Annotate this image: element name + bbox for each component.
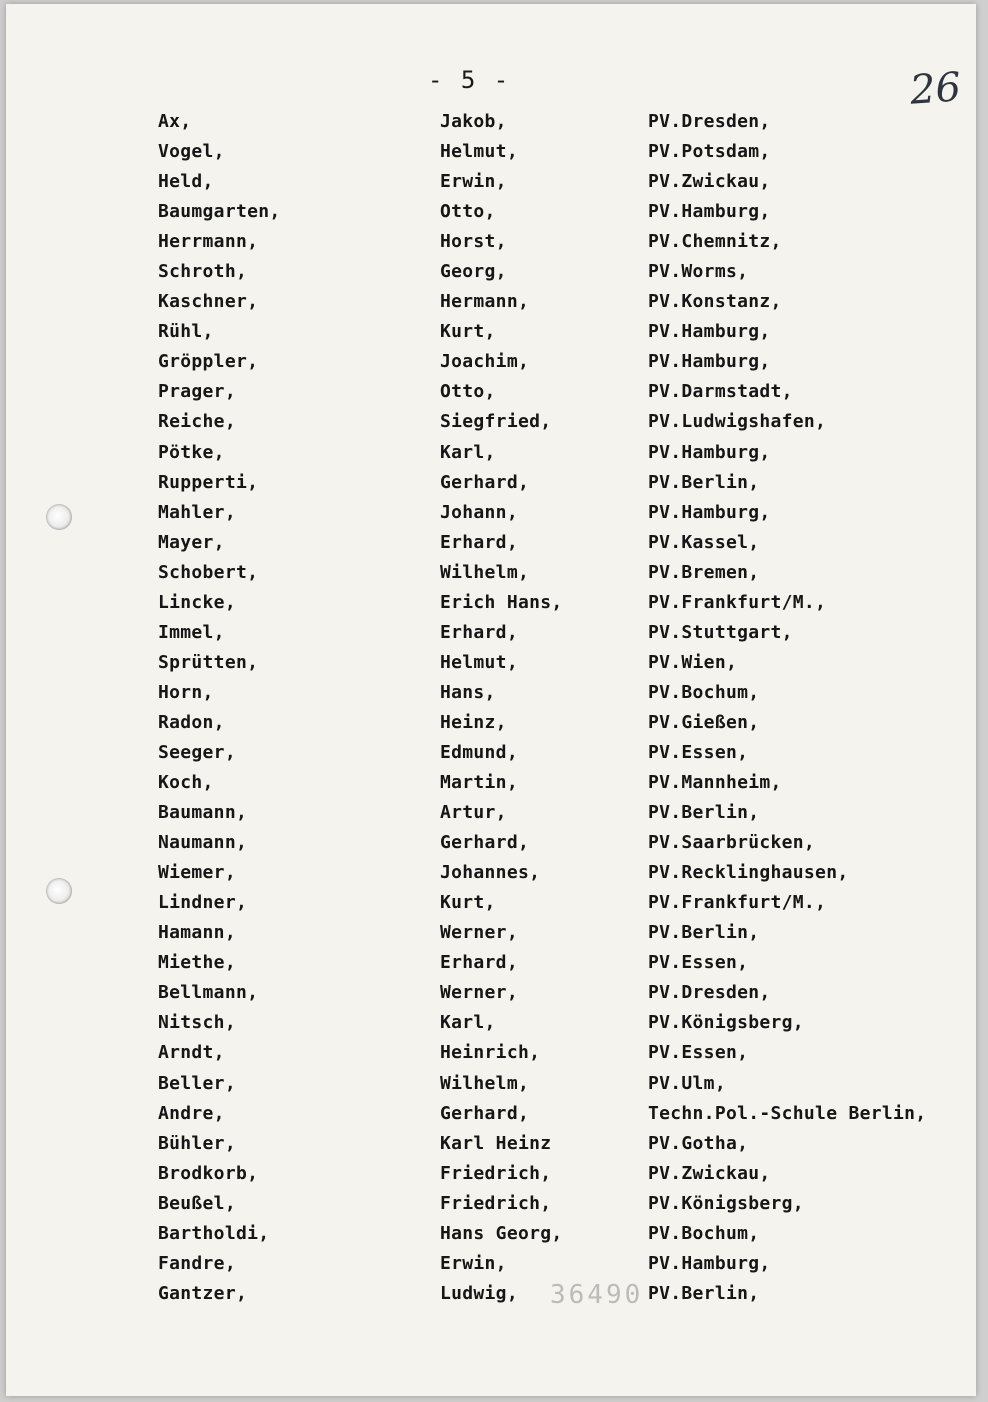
list-item <box>6 1040 976 1070</box>
posting-cell: PV.Königsberg, <box>648 1192 804 1214</box>
list-item <box>6 259 976 289</box>
surname-cell: Hamann, <box>158 922 236 944</box>
posting-cell: PV.Konstanz, <box>648 291 782 313</box>
list-item <box>6 800 976 830</box>
list-item <box>6 560 976 590</box>
list-item <box>6 1251 976 1281</box>
list-item <box>6 109 976 139</box>
list-item <box>6 680 976 710</box>
surname-cell: Reiche, <box>158 411 236 433</box>
posting-cell: PV.Königsberg, <box>648 1012 804 1034</box>
surname-cell: Bühler, <box>158 1132 236 1154</box>
given-name-cell: Helmut, <box>440 651 518 673</box>
surname-cell: Brodkorb, <box>158 1162 259 1184</box>
surname-cell: Gröppler, <box>158 351 259 373</box>
list-item <box>6 920 976 950</box>
given-name-cell: Friedrich, <box>440 1162 552 1184</box>
posting-cell: PV.Hamburg, <box>648 351 771 373</box>
surname-cell: Rupperti, <box>158 471 259 493</box>
surname-cell: Herrmann, <box>158 231 259 253</box>
surname-cell: Vogel, <box>158 141 225 163</box>
surname-cell: Radon, <box>158 711 225 733</box>
surname-cell: Held, <box>158 171 214 193</box>
list-item <box>6 740 976 770</box>
list-item <box>6 1010 976 1040</box>
given-name-cell: Heinrich, <box>440 1042 541 1064</box>
posting-cell: PV.Berlin, <box>648 471 760 493</box>
list-item <box>6 169 976 199</box>
list-item <box>6 950 976 980</box>
posting-cell: PV.Ulm, <box>648 1072 726 1094</box>
surname-cell: Pötke, <box>158 441 225 463</box>
surname-cell: Baumann, <box>158 802 248 824</box>
surname-cell: Lindner, <box>158 892 248 914</box>
posting-cell: PV.Wien, <box>648 651 738 673</box>
list-item <box>6 1221 976 1251</box>
surname-cell: Nitsch, <box>158 1012 236 1034</box>
surname-cell: Seeger, <box>158 741 236 763</box>
given-name-cell: Werner, <box>440 922 518 944</box>
given-name-cell: Gerhard, <box>440 832 530 854</box>
posting-cell: Techn.Pol.-Schule Berlin, <box>648 1102 927 1124</box>
given-name-cell: Gerhard, <box>440 1102 530 1124</box>
surname-cell: Mayer, <box>158 531 225 553</box>
list-item <box>6 229 976 259</box>
given-name-cell: Martin, <box>440 772 518 794</box>
surname-cell: Mahler, <box>158 501 236 523</box>
list-item <box>6 1071 976 1101</box>
given-name-cell: Kurt, <box>440 892 496 914</box>
surname-cell: Gantzer, <box>158 1282 248 1304</box>
given-name-cell: Karl, <box>440 441 496 463</box>
surname-cell: Naumann, <box>158 832 248 854</box>
given-name-cell: Erhard, <box>440 621 518 643</box>
posting-cell: PV.Saarbrücken, <box>648 832 816 854</box>
posting-cell: PV.Recklinghausen, <box>648 862 849 884</box>
surname-cell: Lincke, <box>158 591 236 613</box>
given-name-cell: Otto, <box>440 201 496 223</box>
given-name-cell: Joachim, <box>440 351 530 373</box>
list-item <box>6 530 976 560</box>
list-item <box>6 710 976 740</box>
surname-cell: Wiemer, <box>158 862 236 884</box>
given-name-cell: Edmund, <box>440 741 518 763</box>
list-item <box>6 980 976 1010</box>
posting-cell: PV.Berlin, <box>648 1282 760 1304</box>
surname-cell: Horn, <box>158 681 214 703</box>
given-name-cell: Wilhelm, <box>440 1072 530 1094</box>
surname-cell: Bellmann, <box>158 982 259 1004</box>
name-list <box>6 109 976 1311</box>
given-name-cell: Wilhelm, <box>440 561 530 583</box>
list-item <box>6 650 976 680</box>
given-name-cell: Erich Hans, <box>440 591 563 613</box>
given-name-cell: Jakob, <box>440 111 507 132</box>
list-item <box>6 770 976 800</box>
given-name-cell: Helmut, <box>440 141 518 163</box>
surname-cell: Fandre, <box>158 1252 236 1274</box>
list-item <box>6 470 976 500</box>
given-name-cell: Otto, <box>440 381 496 403</box>
given-name-cell: Karl, <box>440 1012 496 1034</box>
given-name-cell: Erwin, <box>440 1252 507 1274</box>
surname-cell: Beußel, <box>158 1192 236 1214</box>
list-item <box>6 440 976 470</box>
list-item <box>6 409 976 439</box>
posting-cell: PV.Gießen, <box>648 711 760 733</box>
posting-cell: PV.Dresden, <box>648 111 771 132</box>
given-name-cell: Karl Heinz <box>440 1132 552 1154</box>
list-item <box>6 890 976 920</box>
given-name-cell: Erhard, <box>440 531 518 553</box>
given-name-cell: Hans Georg, <box>440 1222 563 1244</box>
posting-cell: PV.Bremen, <box>648 561 760 583</box>
given-name-cell: Johannes, <box>440 862 541 884</box>
list-item <box>6 620 976 650</box>
posting-cell: PV.Zwickau, <box>648 1162 771 1184</box>
surname-cell: Bartholdi, <box>158 1222 270 1244</box>
surname-cell: Schobert, <box>158 561 259 583</box>
surname-cell: Baumgarten, <box>158 201 281 223</box>
surname-cell: Schroth, <box>158 261 248 283</box>
faded-stamp-number: 36490 <box>550 1280 644 1310</box>
surname-cell: Ax, <box>158 111 192 132</box>
given-name-cell: Ludwig, <box>440 1282 518 1304</box>
list-item <box>6 289 976 319</box>
list-item <box>6 860 976 890</box>
list-item <box>6 1281 976 1311</box>
surname-cell: Koch, <box>158 772 214 794</box>
posting-cell: PV.Frankfurt/M., <box>648 591 827 613</box>
posting-cell: PV.Gotha, <box>648 1132 749 1154</box>
list-item <box>6 830 976 860</box>
posting-cell: PV.Hamburg, <box>648 201 771 223</box>
list-item <box>6 379 976 409</box>
posting-cell: PV.Hamburg, <box>648 321 771 343</box>
posting-cell: PV.Stuttgart, <box>648 621 793 643</box>
posting-cell: PV.Bochum, <box>648 681 760 703</box>
surname-cell: Sprütten, <box>158 651 259 673</box>
given-name-cell: Heinz, <box>440 711 507 733</box>
surname-cell: Andre, <box>158 1102 225 1124</box>
posting-cell: PV.Bochum, <box>648 1222 760 1244</box>
given-name-cell: Friedrich, <box>440 1192 552 1214</box>
given-name-cell: Siegfried, <box>440 411 552 433</box>
list-item <box>6 349 976 379</box>
posting-cell: PV.Darmstadt, <box>648 381 793 403</box>
posting-cell: PV.Potsdam, <box>648 141 771 163</box>
given-name-cell: Kurt, <box>440 321 496 343</box>
posting-cell: PV.Mannheim, <box>648 772 782 794</box>
handwritten-folio-number: 26 <box>908 64 963 114</box>
document-page <box>6 4 976 1396</box>
list-item <box>6 199 976 229</box>
given-name-cell: Erwin, <box>440 171 507 193</box>
posting-cell: PV.Chemnitz, <box>648 231 782 253</box>
posting-cell: PV.Zwickau, <box>648 171 771 193</box>
posting-cell: PV.Hamburg, <box>648 1252 771 1274</box>
given-name-cell: Georg, <box>440 261 507 283</box>
posting-cell: PV.Hamburg, <box>648 441 771 463</box>
posting-cell: PV.Essen, <box>648 741 749 763</box>
posting-cell: PV.Worms, <box>648 261 749 283</box>
surname-cell: Arndt, <box>158 1042 225 1064</box>
surname-cell: Kaschner, <box>158 291 259 313</box>
posting-cell: PV.Dresden, <box>648 982 771 1004</box>
list-item <box>6 1161 976 1191</box>
given-name-cell: Johann, <box>440 501 518 523</box>
surname-cell: Prager, <box>158 381 236 403</box>
given-name-cell: Hans, <box>440 681 496 703</box>
posting-cell: PV.Hamburg, <box>648 501 771 523</box>
given-name-cell: Hermann, <box>440 291 530 313</box>
list-item <box>6 319 976 349</box>
posting-cell: PV.Essen, <box>648 952 749 974</box>
surname-cell: Miethe, <box>158 952 236 974</box>
list-item <box>6 590 976 620</box>
given-name-cell: Artur, <box>440 802 507 824</box>
posting-cell: PV.Berlin, <box>648 802 760 824</box>
page-number: - 5 - <box>428 66 511 94</box>
list-item <box>6 1101 976 1131</box>
posting-cell: PV.Kassel, <box>648 531 760 553</box>
given-name-cell: Werner, <box>440 982 518 1004</box>
posting-cell: PV.Berlin, <box>648 922 760 944</box>
surname-cell: Beller, <box>158 1072 236 1094</box>
list-item <box>6 500 976 530</box>
given-name-cell: Erhard, <box>440 952 518 974</box>
posting-cell: PV.Frankfurt/M., <box>648 892 827 914</box>
surname-cell: Rühl, <box>158 321 214 343</box>
surname-cell: Immel, <box>158 621 225 643</box>
posting-cell: PV.Essen, <box>648 1042 749 1064</box>
list-item <box>6 1131 976 1161</box>
list-item <box>6 1191 976 1221</box>
list-item <box>6 139 976 169</box>
given-name-cell: Gerhard, <box>440 471 530 493</box>
given-name-cell: Horst, <box>440 231 507 253</box>
posting-cell: PV.Ludwigshafen, <box>648 411 827 433</box>
